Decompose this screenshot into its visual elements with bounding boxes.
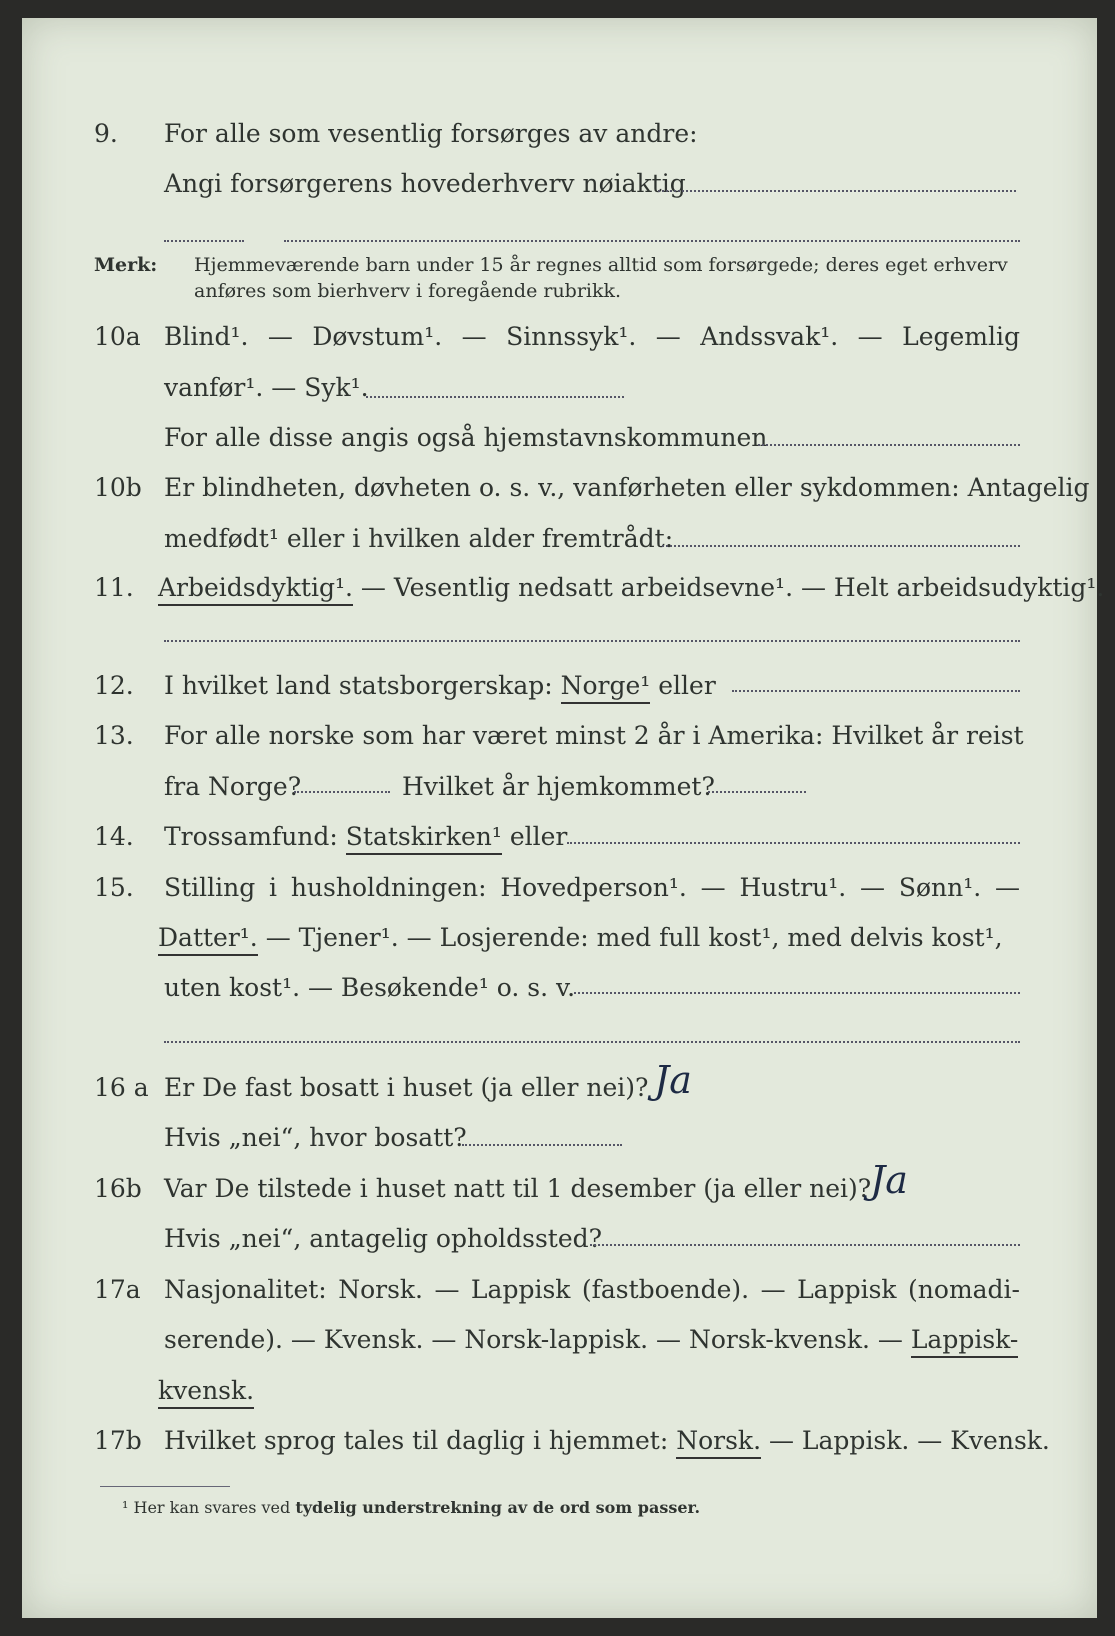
q16b-handwritten-answer[interactable]: Ja: [870, 1158, 908, 1202]
q15-answer-underlined[interactable]: Datter¹.: [158, 923, 258, 956]
q12-line: [164, 673, 716, 698]
q17b-rest: — Lappisk. — Kvensk.: [761, 1426, 1050, 1455]
q14-answer-line[interactable]: [567, 842, 1020, 844]
q16b-line2: Hvis „nei“, antagelig opholdssted?: [164, 1224, 603, 1253]
q13-hjemkommet-line[interactable]: [708, 791, 806, 793]
q10a-number: 10a: [94, 322, 141, 351]
q17a-number: 17a: [94, 1275, 141, 1304]
q15-number: 15.: [94, 873, 134, 902]
q10a-line3: For alle disse angis også hjemstavnskommunen: [164, 423, 768, 452]
q16a-answer-line[interactable]: [462, 1144, 622, 1146]
q12-answer-line[interactable]: [732, 690, 1020, 692]
q17b-line: [164, 1426, 1050, 1455]
q16a-line2: Hvis „nei“, hvor bosatt?: [164, 1123, 467, 1152]
q9-answer-line[interactable]: [658, 190, 1016, 192]
q12-number: 12.: [94, 671, 134, 700]
q14-answer-underlined[interactable]: Statskirken¹: [346, 822, 502, 855]
q16b-line1: Var De tilstede i huset natt til 1 desember (ja eller nei)?: [164, 1174, 872, 1203]
q12-eller: eller: [650, 671, 716, 700]
q11-answer-underlined[interactable]: Arbeidsdyktig¹.: [158, 573, 353, 606]
q14-eller: eller: [501, 822, 568, 851]
q16a-handwritten-answer[interactable]: Ja: [654, 1058, 692, 1102]
q14-line: [164, 824, 567, 849]
q10a-answer-line[interactable]: [366, 396, 624, 398]
q11-line1: [158, 575, 1104, 600]
q17a-line3: [158, 1378, 254, 1403]
q11-number: 11.: [94, 573, 134, 602]
q13-number: 13.: [94, 721, 134, 750]
q15-line1: Stilling i husholdningen: Hovedperson¹. — Hustru¹. — Sønn¹. —: [164, 873, 1020, 902]
q10a-line1: Blind¹. — Døvstum¹. — Sinnssyk¹. — Andssvak¹. — Legemlig: [164, 322, 1020, 351]
q17a-answer-underlined[interactable]: Lappisk-: [911, 1325, 1019, 1358]
q12-answer-underlined[interactable]: Norge¹: [561, 671, 651, 704]
q16a-number: 16 a: [94, 1073, 149, 1102]
merk-line1: Hjemmeværende barn under 15 år regnes alltid som forsørgede; deres eget erhverv: [194, 254, 1008, 276]
q9-line1: For alle som vesentlig forsørges av andre:: [164, 119, 698, 148]
q16b-number: 16b: [94, 1174, 142, 1203]
q17a-line1: Nasjonalitet: Norsk. — Lappisk (fastboende). — Lappisk (nomadi-: [164, 1275, 1020, 1304]
q17b-number: 17b: [94, 1426, 142, 1455]
q17a-line2-text: serende). — Kvensk. — Norsk-lappisk. — Norsk-kvensk. —: [164, 1325, 911, 1354]
q10a-line2: vanfør¹. — Syk¹.: [164, 373, 369, 402]
q13-line2b: Hvilket år hjemkommet?: [402, 772, 715, 801]
footnote-rule: [100, 1486, 230, 1487]
q12-text: I hvilket land statsborgerskap:: [164, 671, 561, 700]
q9-number: 9.: [94, 119, 118, 148]
q13-line1: For alle norske som har været minst 2 år i Amerika: Hvilket år reist: [164, 721, 1024, 750]
q9-answer-line-2b[interactable]: [284, 240, 1020, 242]
q16a-line1: Er De fast bosatt i huset (ja eller nei)?: [164, 1073, 649, 1102]
q13-line2a: fra Norge?: [164, 772, 302, 801]
q17b-text: Hvilket sprog tales til daglig i hjemmet:: [164, 1426, 677, 1455]
q10b-line1: Er blindheten, døvheten o. s. v., vanførheten eller sykdommen: Antagelig: [164, 473, 1090, 502]
q11-answer-line[interactable]: [164, 640, 1020, 642]
q17a-line2: [164, 1327, 1020, 1352]
q9-answer-line-2a[interactable]: [164, 240, 244, 242]
q15-line2-rest: — Tjener¹. — Losjerende: med full kost¹, med delvis kost¹,: [257, 923, 1003, 952]
q9-line2: Angi forsørgerens hovederhverv nøiaktig: [164, 169, 686, 198]
footnote-text: ¹ Her kan svares ved: [122, 1498, 296, 1517]
q14-number: 14.: [94, 822, 134, 851]
q10a-kommune-line[interactable]: [758, 444, 1020, 446]
q15-line2: [158, 925, 1020, 950]
footnote-bold: tydelig understrekning av de ord som passer.: [295, 1498, 701, 1517]
census-form-page: [22, 18, 1105, 1618]
q14-text: Trossamfund:: [164, 822, 346, 851]
q16b-answer-line[interactable]: [590, 1244, 1020, 1246]
q17b-answer-underlined[interactable]: Norsk.: [676, 1426, 761, 1459]
q15-line3: uten kost¹. — Besøkende¹ o. s. v.: [164, 973, 576, 1002]
q11-rest: — Vesentlig nedsatt arbeidsevne¹. — Helt arbeidsudyktig¹.: [352, 573, 1105, 602]
merk-label: Merk:: [94, 254, 158, 276]
q17a-answer-underlined-2[interactable]: kvensk.: [158, 1376, 254, 1409]
q10b-number: 10b: [94, 473, 142, 502]
q10b-answer-line[interactable]: [662, 545, 1020, 547]
q13-reist-line[interactable]: [294, 791, 390, 793]
merk-line2: anføres som bierhverv i foregående rubrikk.: [194, 280, 622, 302]
footnote: [122, 1498, 700, 1517]
q15-answer-line-2[interactable]: [164, 1041, 1020, 1043]
q10b-line2: medfødt¹ eller i hvilken alder fremtrådt:: [164, 524, 674, 553]
q15-answer-line[interactable]: [574, 992, 1020, 994]
